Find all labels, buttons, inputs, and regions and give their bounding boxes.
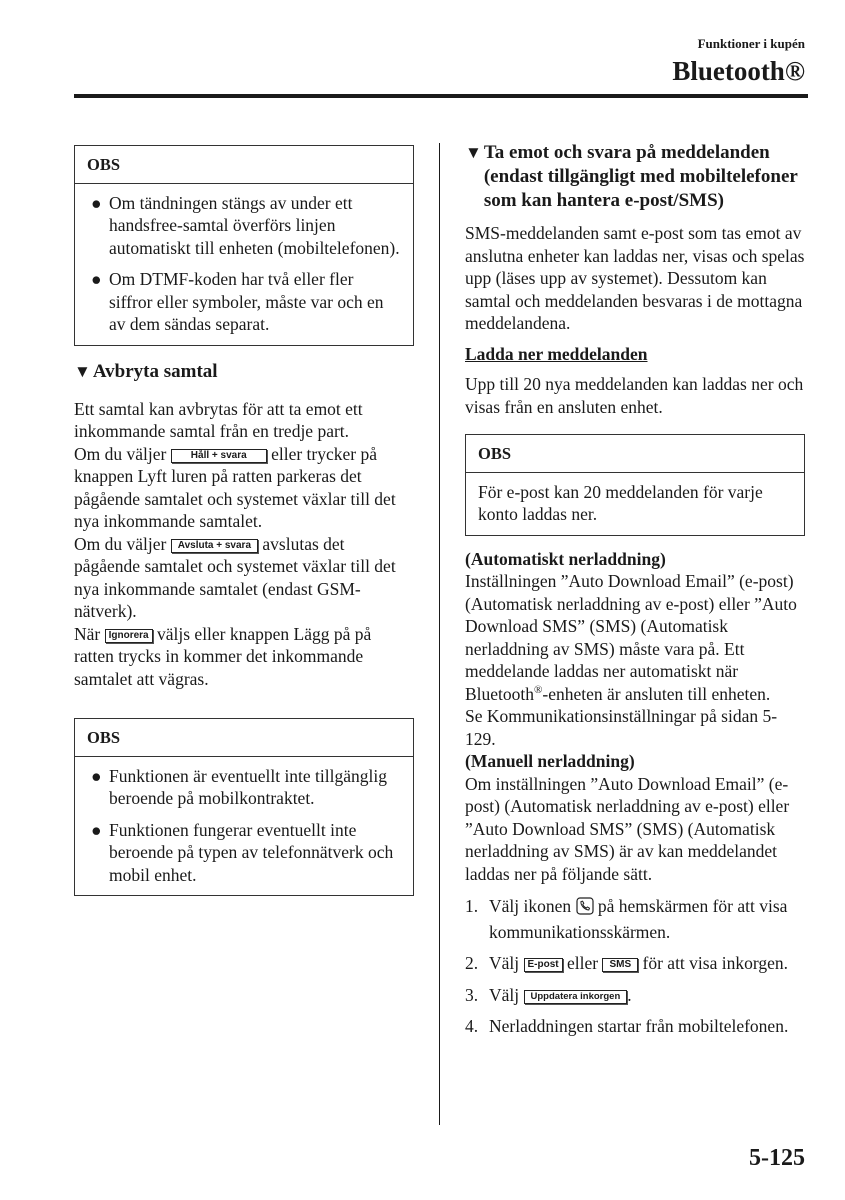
- paragraph: Inställningen ”Auto Download Email” (e-post) (Automatisk nerladdning av e-post) eller ”Auto Download SMS” (SMS) (Automatisk nerladdning av SMS) måste vara på. Ett meddelande laddas ner automatiskt när Bluetooth®-enheten är ansluten till enheten.: [465, 571, 797, 704]
- note-label: OBS: [75, 719, 413, 757]
- paragraph: Om du väljer Håll + svara eller trycker på knappen Lyft luren på ratten parkeras det pågående samtalet och systemet växlar till det nya inkommande samtalet.: [74, 443, 396, 531]
- paragraph: Se Kommunikationsinställningar på sidan 5-129.: [465, 706, 778, 749]
- note-item: ● Funktionen är eventuellt inte tillgänglig beroende på mobilkontraktet.: [91, 765, 388, 808]
- note-label: OBS: [466, 435, 804, 473]
- note-box-obs-2: [74, 718, 414, 896]
- section-heading-ta-emot: ▼ Ta emot och svara på meddelanden (endast tillgängligt med mobiltelefoner som kan hantera e-post/SMS): [465, 142, 798, 211]
- note-item: ● Funktionen fungerar eventuellt inte beroende på typen av telefonnätverk och mobil enhet.: [91, 819, 394, 885]
- list-item: 4. Nerladdningen startar från mobiltelefonen.: [465, 1016, 789, 1036]
- subheading-automatiskt: (Automatiskt nerladdning): [465, 548, 666, 569]
- e-post-key: E-post: [524, 958, 563, 972]
- list-item: 2. Välj E-post eller SMS för att visa inkorgen.: [465, 953, 788, 973]
- subheading-ladda-ner: Ladda ner meddelanden: [465, 343, 648, 364]
- paragraph: Ett samtal kan avbrytas för att ta emot ett inkommande samtal från en tredje part.: [74, 398, 363, 441]
- section-heading-avbryta-samtal: ▼ Avbryta samtal: [74, 360, 218, 382]
- communication-phone-icon: [576, 897, 594, 921]
- note-item: ● Om tändningen stängs av under ett handsfree-samtal överförs linjen automatiskt till enheten (mobiltelefonen).: [91, 192, 400, 258]
- running-header-title: Bluetooth®: [672, 56, 805, 86]
- note-item: ● Om DTMF-koden har två eller fler siffror eller symboler, måste var och en av dem sändas separat.: [91, 269, 384, 334]
- left-column: [74, 145, 414, 896]
- ignorera-key: Ignorera: [105, 629, 153, 643]
- note-label: OBS: [75, 146, 413, 184]
- note-box-obs-3: [465, 434, 805, 536]
- paragraph: Upp till 20 nya meddelanden kan laddas ner och visas från en ansluten enhet.: [465, 374, 804, 417]
- list-item: 3. Välj Uppdatera inkorgen .: [465, 984, 632, 1005]
- subheading-manuell: (Manuell nerladdning): [465, 751, 635, 771]
- steps-list: [465, 895, 805, 1038]
- header-rule: [74, 94, 808, 98]
- note-box-obs-1: [74, 145, 414, 346]
- hall-svara-key: Håll + svara: [171, 449, 267, 463]
- uppdatera-inkorgen-key: Uppdatera inkorgen: [524, 990, 628, 1004]
- right-column: [465, 141, 805, 1047]
- avsluta-svara-key: Avsluta + svara: [171, 539, 258, 553]
- page-number: 5-125: [749, 1145, 805, 1171]
- triangle-marker-icon: ▼: [465, 143, 482, 162]
- paragraph: SMS-meddelanden samt e-post som tas emot av anslutna enheter kan laddas ner, visas och spelas upp (läses upp av systemet). Dessutom kan samtal och meddelanden besvaras i de mottagna meddelandena.: [465, 223, 805, 333]
- column-divider: [439, 143, 440, 1125]
- sms-key: SMS: [602, 958, 638, 972]
- note-text: För e-post kan 20 meddelanden för varje konto laddas ner.: [478, 481, 763, 524]
- paragraph: Om du väljer Avsluta + svara avslutas det pågående samtalet och systemet växlar till det nya inkommande samtalet (endast GSM-nätverk).: [74, 533, 396, 621]
- triangle-marker-icon: ▼: [74, 361, 91, 381]
- paragraph: Om inställningen ”Auto Download Email” (e-post) (Automatisk nerladdning av e-post) eller ”Auto Download SMS” (SMS) (Automatisk nerladdning av SMS) är av kan meddelandet laddas ner på följande sätt.: [465, 773, 790, 884]
- running-header-section: Funktioner i kupén: [697, 36, 805, 51]
- list-item: 1. Välj ikonen på hemskärmen för att visa kommunikationsskärmen.: [465, 896, 788, 942]
- paragraph: När Ignorera väljs eller knappen Lägg på på ratten trycks in kommer det inkommande samtalet att vägras.: [74, 623, 372, 689]
